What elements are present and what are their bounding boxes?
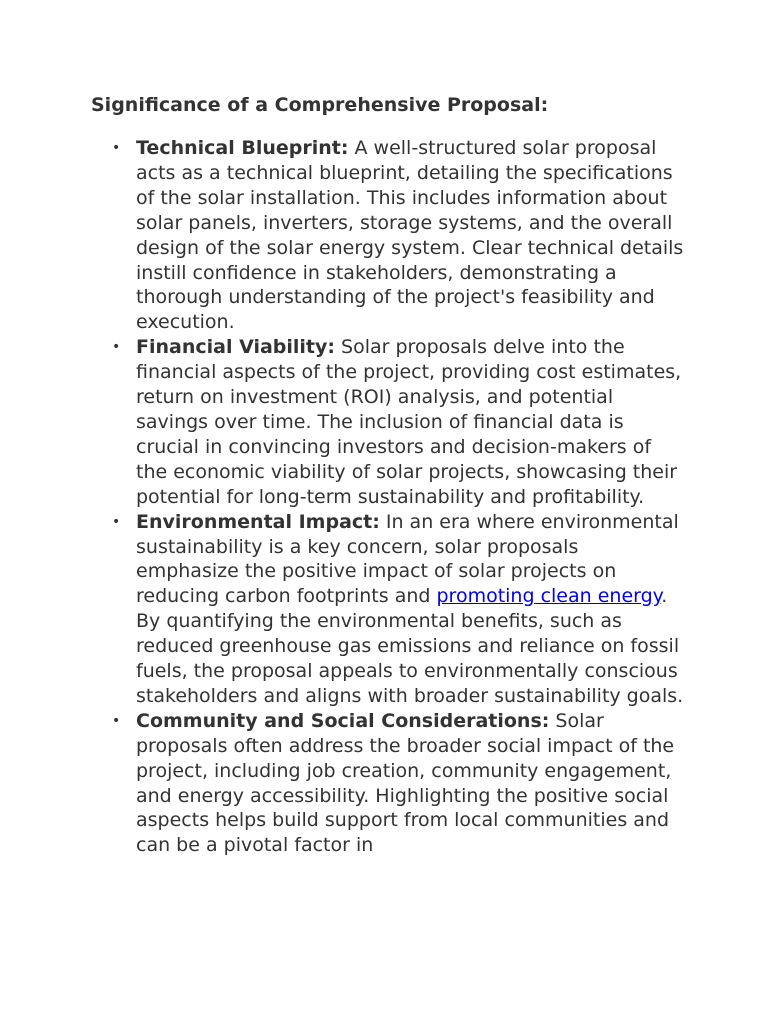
bullet-icon: • xyxy=(112,712,121,729)
bullet-icon: • xyxy=(112,339,121,356)
item-text-after-link: . By quantifying the environmental benefits, such as reduced greenhouse gas emissions and reliance on fossil fuels, the proposal appeals to environmentally conscious stakeholders and aligns with broader sustainability goals. xyxy=(136,585,684,707)
promoting-clean-energy-link[interactable]: promoting clean energy xyxy=(436,585,662,608)
bullet-icon: • xyxy=(112,140,121,156)
item-text-before-link: In an era where environmental sustainability is a key concern, solar proposals emphasize the positive impact of solar projects on reducing carbon footprints and xyxy=(136,510,679,608)
list-item-technical-blueprint xyxy=(112,136,684,335)
item-text: A well-structured solar proposal acts as a technical blueprint, detailing the specifications of the solar installation. This includes information about solar panels, inverters, storage systems, and the overall design of the solar energy system. Clear technical details instill confidence in stakeholders, demonstrating a thorough understanding of the project's feasibility and execution. xyxy=(136,137,684,334)
bullet-list xyxy=(112,136,684,858)
list-item-community-social xyxy=(112,709,684,858)
item-term: Technical Blueprint: xyxy=(136,137,349,159)
item-text: Solar proposals often address the broader social impact of the project, including job creation, community engagement, and energy accessibility. Highlighting the positive social aspects helps build support from local communities and can be a pivotal factor in xyxy=(136,709,675,857)
list-item-financial-viability xyxy=(112,335,684,509)
item-term: Environmental Impact: xyxy=(136,510,380,533)
item-term: Financial Viability: xyxy=(136,336,335,359)
item-text: Solar proposals delve into the financial aspects of the project, providing cost estimates, return on investment (ROI) analysis, and potential savings over time. The inclusion of financial data is crucial in convincing investors and decision-makers of the economic viability of solar projects, showcasing their potential for long-term sustainability and profitability. xyxy=(136,336,682,508)
section-heading: Significance of a Comprehensive Proposal: xyxy=(91,94,549,116)
item-term: Community and Social Considerations: xyxy=(136,709,550,732)
list-item-environmental-impact xyxy=(112,510,684,709)
bullet-icon: • xyxy=(112,513,121,530)
